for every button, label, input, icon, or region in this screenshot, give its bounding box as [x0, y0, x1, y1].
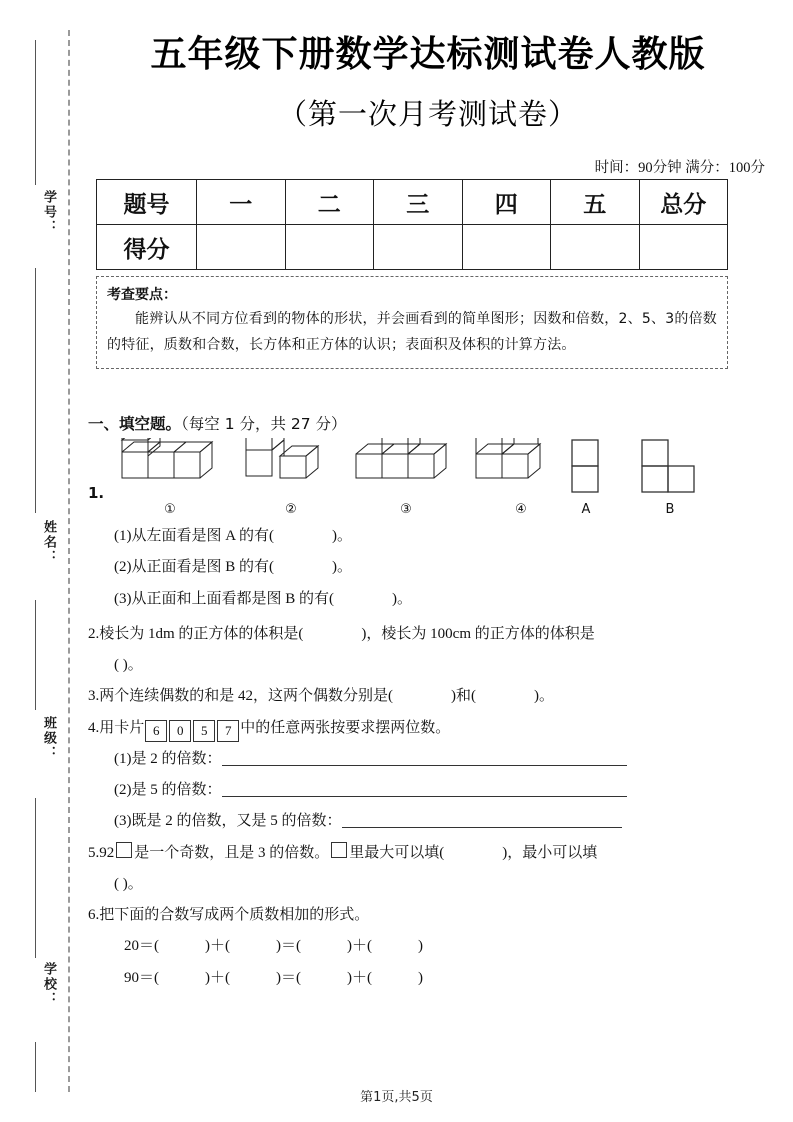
equation-2-mid3: )＋( [347, 969, 372, 986]
margin-rule [35, 798, 36, 958]
question-1-sub-2-label: (2) [114, 559, 132, 576]
score-cell-5[interactable] [551, 225, 640, 270]
exam-points-box [96, 276, 728, 369]
figure-2-caption: ② [285, 502, 297, 517]
shape-b-caption: B [665, 502, 675, 517]
question-4-sub-2 [88, 776, 748, 805]
question-1-sub-2-text: 从正面看是图 B 的有( [131, 559, 275, 576]
shape-a-caption: A [581, 502, 591, 517]
equation-2-mid1: )＋( [205, 969, 230, 986]
equation-1-mid2: )＝( [276, 938, 301, 955]
shape-b [634, 438, 706, 517]
question-4-sub-1 [88, 745, 748, 774]
shape-b-icon [634, 438, 706, 500]
answer-write-line[interactable] [222, 781, 627, 797]
fold-dashed-line [68, 30, 70, 1092]
section-heading-fill-in-blanks [88, 412, 748, 434]
question-1-figures [88, 438, 748, 520]
question-6-text: 把下面的合数写成两个质数相加的形式。 [99, 907, 370, 923]
figure-4-caption: ④ [515, 502, 527, 517]
cube-figure-3-icon [346, 438, 466, 500]
score-table-col-total: 总分 [639, 180, 728, 225]
question-1-sub-1-end: )。 [332, 528, 353, 544]
score-cell-total[interactable] [639, 225, 728, 270]
number-card-4[interactable]: 7 [217, 720, 239, 742]
question-5-text-c: 里最大可以填( [349, 844, 445, 861]
exam-points-body: 能辨认从不同方位看到的物体的形状，并会画看到的简单图形；因数和倍数，2、5、3的倍数的特征，质数和合数，长方体和正方体的认识；表面积及体积的计算方法。 [107, 311, 717, 353]
score-table-col-4: 四 [462, 180, 551, 225]
page-title: 五年级下册数学达标测试卷人教版 [150, 34, 706, 75]
question-4-sub-3 [88, 807, 748, 836]
question-1-sub-1 [88, 522, 748, 551]
question-4-text-b: 中的任意两张按要求摆两位数。 [240, 719, 451, 736]
question-6-equation-2 [88, 964, 748, 993]
question-5-text-d: )，最小可以填 [502, 844, 598, 861]
question-1-number: 1. [88, 484, 105, 502]
margin-strip [0, 0, 78, 1122]
question-3 [88, 682, 748, 711]
question-4 [88, 714, 748, 743]
equation-2-mid2: )＝( [276, 969, 301, 986]
score-table-col-3: 三 [374, 180, 463, 225]
cube-figure-2-icon [236, 438, 346, 500]
number-card-3[interactable]: 5 [193, 720, 215, 742]
score-table [96, 179, 728, 270]
score-table-col-1: 一 [197, 180, 286, 225]
question-4-sub-1-text: 是 2 的倍数： [131, 750, 222, 767]
question-4-sub-3-text: 既是 2 的倍数，又是 5 的倍数： [131, 813, 342, 830]
section-heading-label: 一、填空题。 [88, 415, 182, 433]
question-4-text-a: 用卡片 [99, 719, 145, 736]
question-3-number: 3. [88, 688, 100, 705]
equation-1-mid3: )＋( [347, 938, 372, 955]
score-table-header-label: 题号 [97, 180, 197, 225]
question-5-text-a: 92 [99, 844, 115, 861]
number-card-2[interactable]: 0 [169, 720, 191, 742]
margin-rule [35, 268, 36, 513]
question-5-line2[interactable]: ( )。 [114, 875, 143, 892]
question-1-sub-3-end: )。 [392, 590, 413, 607]
question-4-sub-2-label: (2) [114, 782, 132, 798]
score-cell-3[interactable] [374, 225, 463, 270]
question-4-sub-2-text: 是 5 的倍数： [131, 782, 222, 798]
score-cell-4[interactable] [462, 225, 551, 270]
table-row-question-numbers [97, 180, 728, 225]
question-6-number: 6. [88, 907, 100, 923]
question-2-line2[interactable]: ( )。 [114, 657, 143, 673]
margin-rule [35, 1042, 36, 1092]
question-3-text-c: )。 [534, 688, 554, 705]
question-5 [88, 839, 748, 868]
question-5-number: 5. [88, 844, 100, 861]
exam-body [88, 412, 748, 995]
score-table-col-5: 五 [551, 180, 640, 225]
answer-write-line[interactable] [342, 812, 622, 828]
figure-3-caption: ③ [400, 502, 412, 517]
figure-3 [346, 438, 466, 517]
shape-a [558, 438, 614, 517]
answer-write-line[interactable] [222, 750, 627, 766]
question-1-sub-2 [88, 553, 748, 582]
margin-label-school: 学校： [41, 962, 56, 1007]
figure-1-caption: ① [164, 502, 176, 517]
question-2-text-b: )，棱长为 100cm 的正方体的体积是 [361, 625, 595, 642]
page-subtitle: （第一次月考测试卷） [277, 99, 578, 131]
question-6-equation-1 [88, 932, 748, 961]
question-4-sub-1-label: (1) [114, 750, 132, 767]
page-footer: 第1页,共5页 [360, 1090, 433, 1105]
number-card-1[interactable]: 6 [145, 720, 167, 742]
figure-2 [236, 438, 346, 517]
question-1-sub-2-end: )。 [332, 559, 353, 576]
margin-rule [35, 600, 36, 710]
question-1-sub-3 [88, 585, 748, 614]
equation-1-end: ) [418, 938, 423, 955]
shape-a-icon [558, 438, 614, 500]
question-1-sub-3-label: (3) [114, 590, 132, 607]
margin-label-name: 姓名： [41, 520, 56, 565]
question-3-text-a: 两个连续偶数的和是 42，这两个偶数分别是( [99, 688, 393, 705]
equation-1-mid1: )＋( [205, 938, 230, 955]
empty-digit-box[interactable] [116, 842, 132, 858]
margin-label-student-id: 学号： [41, 190, 56, 235]
exam-meta-info: 时间：90分钟 满分：100分 [594, 160, 765, 176]
cube-figure-1-icon [110, 438, 230, 500]
score-table-score-label: 得分 [97, 225, 197, 270]
figure-1 [110, 438, 230, 517]
question-5-text-b: 是一个奇数，且是 3 的倍数。 [134, 844, 330, 861]
question-2-number: 2. [88, 625, 100, 642]
exam-points-title: 考查要点： [107, 287, 177, 303]
score-cell-1[interactable] [197, 225, 286, 270]
question-1-sub-3-text: 从正面和上面看都是图 B 的有( [131, 590, 335, 607]
margin-rule [35, 40, 36, 185]
table-row-scores [97, 225, 728, 270]
score-cell-2[interactable] [285, 225, 374, 270]
equation-2-end: ) [418, 969, 423, 986]
section-heading-note: （每空 1 分，共 27 分） [181, 415, 347, 433]
question-4-sub-3-label: (3) [114, 813, 132, 830]
equation-1-left: 20＝( [124, 938, 159, 955]
question-4-number: 4. [88, 719, 100, 736]
question-2 [88, 620, 748, 649]
score-table-col-2: 二 [285, 180, 374, 225]
question-2-text-a: 棱长为 1dm 的正方体的体积是( [99, 625, 304, 642]
question-1-sub-1-label: (1) [114, 528, 132, 544]
question-6 [88, 901, 748, 930]
question-1-sub-1-text: 从左面看是图 A 的有( [131, 528, 275, 544]
question-3-text-b: )和( [451, 688, 476, 705]
margin-label-class: 班级： [41, 716, 56, 761]
equation-2-left: 90＝( [124, 969, 159, 986]
empty-digit-box[interactable] [331, 842, 347, 858]
